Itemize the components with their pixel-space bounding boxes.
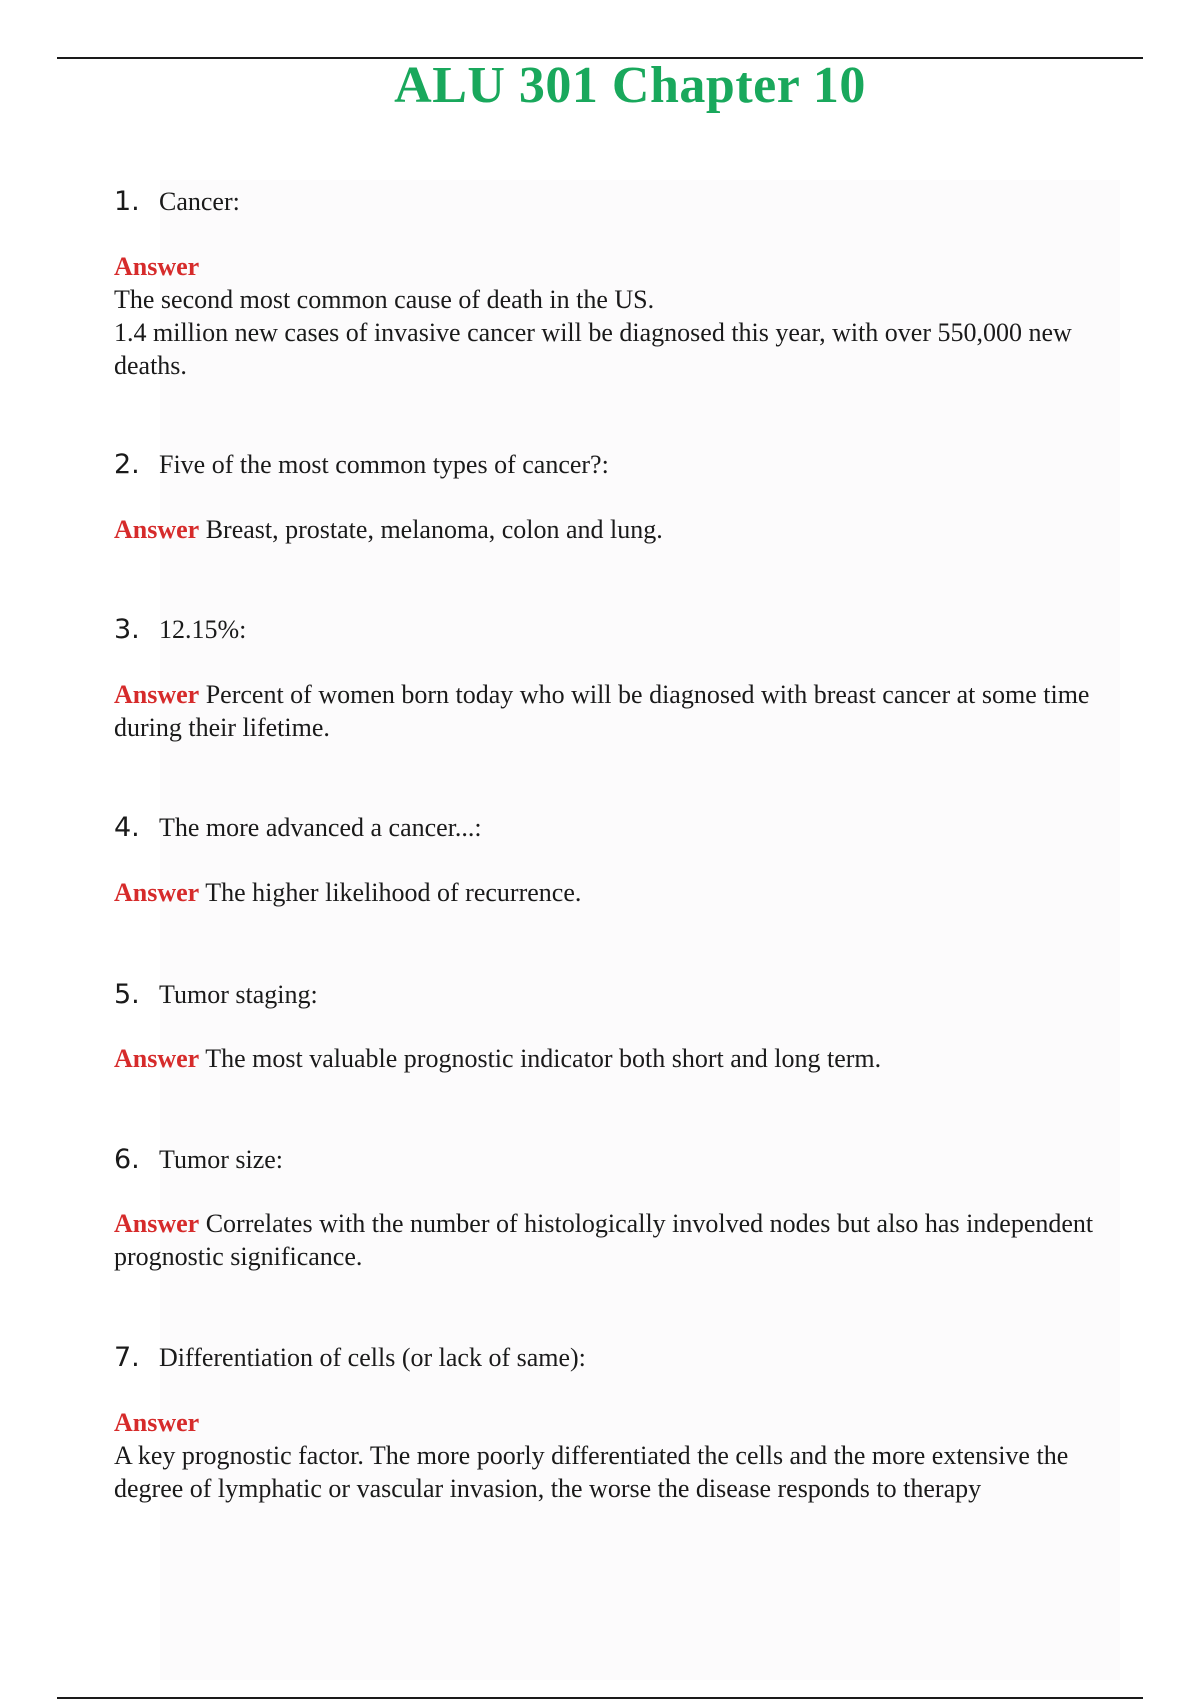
answer-3: [114, 678, 1124, 744]
question-5: 5. Tumor staging:: [114, 979, 318, 1010]
answer-label: Answer: [114, 1044, 200, 1073]
answer-4-text: The higher likelihood of recurrence.: [205, 878, 582, 907]
page-title: ALU 301 Chapter 10: [394, 57, 866, 114]
question-5-text: Tumor staging:: [159, 980, 318, 1009]
bottom-rule: [57, 1697, 1143, 1699]
answer-1-line-2: 1.4 million new cases of invasive cancer will be diagnosed this year, with over 550,000 new deaths.: [114, 318, 1072, 380]
answer-5-text: The most valuable prognostic indicator both short and long term.: [205, 1044, 882, 1073]
question-3-text: 12.15%:: [159, 615, 247, 644]
answer-label: Answer: [114, 680, 200, 709]
answer-label: Answer: [114, 878, 200, 907]
question-3: 3. 12.15%:: [114, 614, 247, 645]
question-4: 4. The more advanced a cancer...:: [114, 812, 482, 843]
answer-6: [114, 1207, 1124, 1273]
question-7-text: Differentiation of cells (or lack of same):: [159, 1343, 586, 1372]
answer-7-text: A key prognostic factor. The more poorly differentiated the cells and the more extensive the degree of lymphatic or vascular invasion, the worse the disease responds to therapy: [114, 1441, 1069, 1503]
question-1-text: Cancer:: [159, 187, 240, 216]
answer-label: Answer: [114, 252, 200, 281]
answer-label: Answer: [114, 515, 200, 544]
answer-2: [114, 513, 1124, 546]
answer-1: [114, 250, 1124, 382]
answer-label: Answer: [114, 1408, 200, 1437]
question-4-text: The more advanced a cancer...:: [159, 813, 482, 842]
question-7: 7. Differentiation of cells (or lack of same):: [114, 1342, 586, 1373]
answer-3-text: Percent of women born today who will be diagnosed with breast cancer at some time during their lifetime.: [114, 680, 1090, 742]
question-2-text: Five of the most common types of cancer?:: [159, 450, 609, 479]
answer-label: Answer: [114, 1209, 200, 1238]
question-6: 6. Tumor size:: [114, 1144, 283, 1175]
question-1: 1. Cancer:: [114, 186, 240, 217]
answer-5: [114, 1042, 1124, 1075]
question-2: 2. Five of the most common types of cancer?:: [114, 449, 609, 480]
answer-4: [114, 876, 1124, 909]
answer-6-text: Correlates with the number of histologically involved nodes but also has independent prognostic significance.: [114, 1209, 1094, 1271]
question-6-text: Tumor size:: [159, 1145, 283, 1174]
answer-7: [114, 1406, 1124, 1505]
answer-2-text: Breast, prostate, melanoma, colon and lung.: [205, 515, 663, 544]
answer-1-line-1: The second most common cause of death in the US.: [114, 285, 655, 314]
